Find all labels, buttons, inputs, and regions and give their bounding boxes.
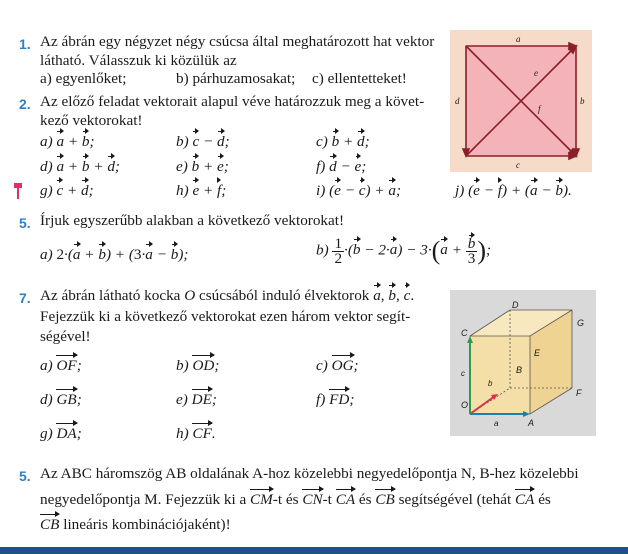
problem-2-number: 2.	[19, 96, 31, 112]
cube-vertex-B: B	[516, 365, 523, 375]
problem-1-option-a: a) egyenlőket;	[40, 70, 127, 87]
problem-7-line3: ségével!	[40, 328, 91, 345]
cube-label-b: b	[488, 379, 493, 388]
problem-5b-line1: Az ABC háromszög AB oldalának A-hoz közelebbi negyedelőpontja N, B-hez közelebbi	[40, 465, 579, 482]
square-label-b: b	[580, 96, 585, 106]
problem-2-item-f: f) d − e;	[316, 158, 367, 175]
cube-label-a: a	[494, 419, 499, 428]
cube-vertex-O: O	[461, 400, 469, 410]
cube-vertex-E: E	[534, 348, 541, 358]
problem-7-item-b: b) OD;	[176, 357, 220, 374]
problem-2-item-g: g) c + d;	[40, 182, 94, 199]
cube-vertex-F: F	[576, 388, 582, 398]
problem-7-item-h: h) CF.	[176, 425, 216, 442]
cube-vertex-C: C	[461, 328, 468, 338]
problem-5b-line2: negyedelőpontja M. Fejezzük ki a CM-t és CN-t CA és CB segítségével (tehát CA és	[40, 491, 551, 508]
problem-7-number: 7.	[19, 290, 31, 306]
square-label-f: f	[538, 104, 541, 114]
problem-7-line1: Az ábrán látható kocka O csúcsából induló élvektorok a, b, c.	[40, 287, 415, 304]
problem-2-line2: kező vektorokat!	[40, 112, 143, 129]
problem-1-line1: Az ábrán egy négyzet négy csúcsa által meghatározott hat vektor	[40, 33, 435, 50]
problem-2-item-d: d) a + b + d;	[40, 158, 120, 175]
cube-vertex-D: D	[512, 300, 519, 310]
cube-figure	[450, 290, 596, 436]
cube-vertex-A: A	[528, 418, 535, 428]
problem-2-item-c: c) b + d;	[316, 133, 370, 150]
problem-5a-item-a: a) 2·(a + b) + (3·a − b);	[40, 246, 189, 263]
problem-2-item-i: i) (e − c) + a;	[316, 182, 402, 199]
square-label-a: a	[516, 34, 521, 44]
square-label-c: c	[516, 160, 520, 170]
problem-1-option-b: b) párhuzamosakat;	[176, 70, 296, 87]
problem-1-option-c: c) ellentetteket!	[312, 70, 407, 87]
cube-label-c: c	[461, 369, 465, 378]
problem-2-item-h: h) e + f;	[176, 182, 227, 199]
square-label-e: e	[534, 68, 538, 78]
problem-5a-line1: Írjuk egyszerűbb alakban a következő vektorokat!	[40, 212, 345, 229]
problem-2-item-a: a) a + b;	[40, 133, 95, 150]
problem-1-number: 1.	[19, 36, 31, 52]
problem-2-item-e: e) b + e;	[176, 158, 229, 175]
square-label-d: d	[455, 96, 460, 106]
problem-2-line1: Az előző feladat vektorait alapul véve határozzuk meg a követ-	[40, 93, 425, 110]
problem-7-item-a: a) OF;	[40, 357, 82, 374]
bottom-bar	[0, 547, 628, 554]
square-vectors-figure	[450, 30, 592, 172]
problem-2-item-b: b) c − d;	[176, 133, 230, 150]
problem-7-line2: Fejezzük ki a következő vektorokat ezen három vektor segít-	[40, 308, 411, 325]
problem-7-item-f: f) FD;	[316, 391, 355, 408]
problem-7-item-d: d) GB;	[40, 391, 82, 408]
problem-7-item-g: g) DA;	[40, 425, 82, 442]
problem-5b-line3: CB lineáris kombinációjaként)!	[40, 516, 231, 533]
problem-5a-number: 5.	[19, 215, 31, 231]
problem-5a-item-b: b) $\frac{1}{2}$ ·(b − 2·a) − 3·(a + $\frac{b}{3}$ );	[316, 234, 492, 267]
cube-front-face	[470, 336, 530, 414]
problem-1-line2: látható. Válasszuk ki közülük az	[40, 52, 237, 69]
problem-7-item-c: c) OG;	[316, 357, 359, 374]
problem-7-item-e: e) DE;	[176, 391, 217, 408]
problem-5b-number: 5.	[19, 468, 31, 484]
problem-2-item-j: j) (e − f) + (a − b).	[455, 182, 572, 199]
cube-vertex-G: G	[577, 318, 585, 328]
margin-marker	[17, 183, 19, 199]
